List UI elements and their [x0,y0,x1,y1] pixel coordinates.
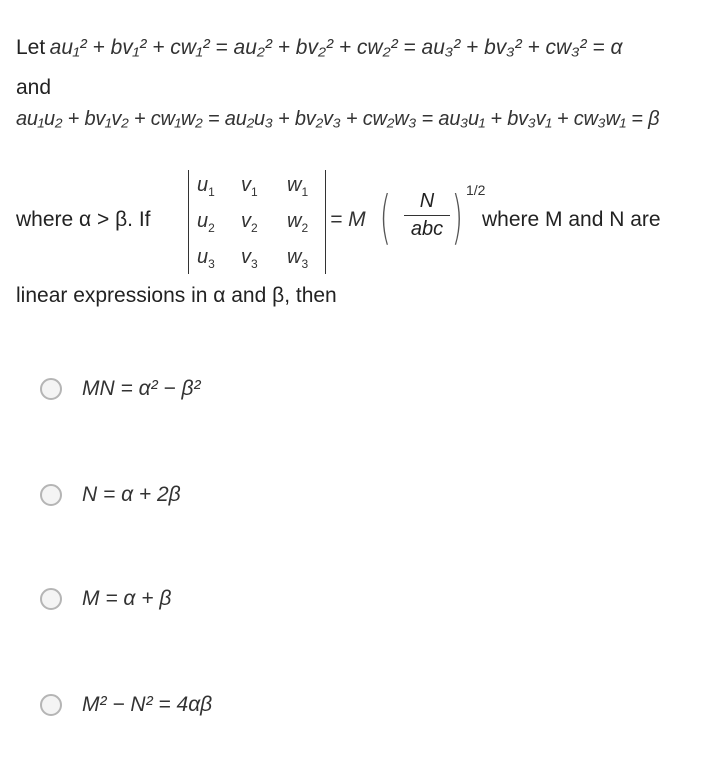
equals-M: = M [330,208,366,231]
option-label: N = α + 2β [82,483,181,506]
det-cell-w3: $w_3$ [287,246,309,271]
option-label: M = α + β [82,587,172,610]
det-cell-v1: $v_1$ [241,174,258,199]
closing-line: linear expressions in α and β, then [16,284,337,307]
fraction-group [379,183,464,254]
option-4[interactable] [40,690,212,720]
radio-circle-icon[interactable] [40,378,62,400]
option-3[interactable] [40,584,171,614]
lead-word: Let [16,36,46,59]
equation-alpha: au₁² + bv₁² + cw₁² = au₂² + bv₂² + cw₂² = au₃² + bv₃² + cw₃² = α [49,36,623,59]
left-paren: ( [379,183,391,251]
det-cell-v3: $v_3$ [241,246,258,271]
radio-circle-icon[interactable] [40,694,62,716]
det-cell-u3: $u_3$ [197,246,215,271]
option-label: M² − N² = 4αβ [82,693,213,716]
equation-beta: au₁u₂ + bv₁v₂ + cw₁w₂ = au₂u₃ + bv₂v₃ + cw₂w₃ = au₃u₁ + bv₃v₁ + cw₃w₁ = β [16,108,660,130]
equation-alpha-line [16,36,622,60]
determinant-row [16,170,716,280]
option-1[interactable] [40,374,200,404]
det-cell-w2: $w_2$ [287,210,309,235]
fraction [404,190,450,241]
det-cell-w1: $w_1$ [287,174,309,199]
connector-and: and [16,76,52,99]
option-2[interactable] [40,480,181,510]
where-tail: where M and N are [482,208,661,231]
where-condition: where α > β. If [16,208,151,231]
equation-beta-line [16,108,659,131]
fraction-numerator: N [404,190,450,216]
radio-circle-icon[interactable] [40,588,62,610]
det-cell-u1: $u_1$ [197,174,215,199]
det-cell-v2: $v_2$ [241,210,258,235]
right-paren: ) [451,183,463,251]
radio-circle-icon[interactable] [40,484,62,506]
det-cell-u2: $u_2$ [197,210,215,235]
determinant [188,170,326,274]
exponent: 1/2 [466,182,486,198]
option-label: MN = α² − β² [82,377,201,400]
fraction-denominator: abc [410,218,444,240]
